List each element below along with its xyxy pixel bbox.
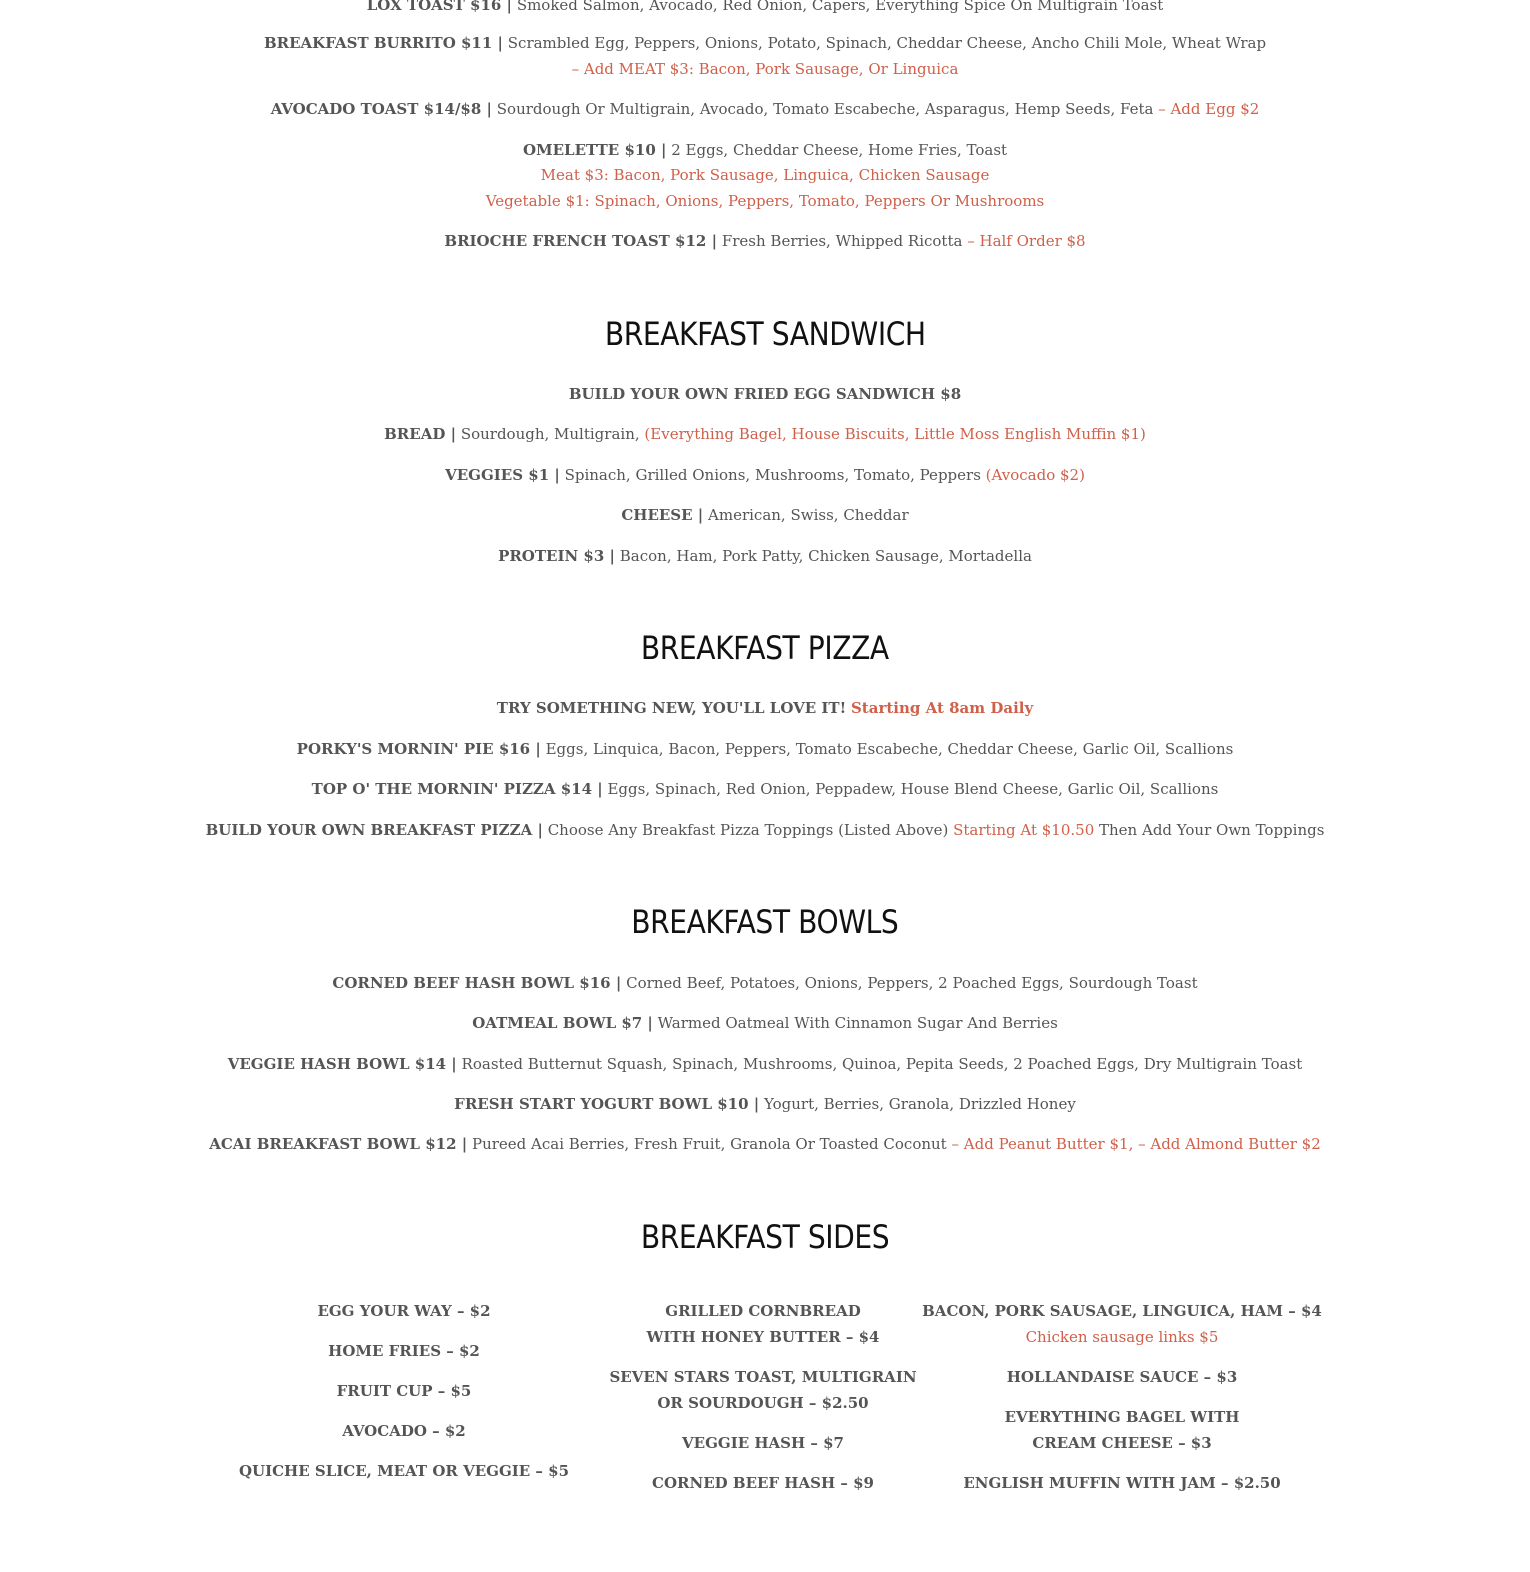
item-description: Choose Any Breakfast Pizza Toppings (Listed Above) xyxy=(547,821,949,839)
item-addon: – Add Egg $2 xyxy=(1158,100,1260,118)
sandwich-intro: BUILD YOUR OWN FRIED EGG SANDWICH $8 xyxy=(568,385,962,403)
item-description: Warmed Oatmeal With Cinnamon Sugar And Berries xyxy=(657,1014,1058,1032)
menu-item-breakfast-burrito xyxy=(0,30,1530,56)
menu-item-veggie-hash-bowl xyxy=(0,1051,1530,1077)
item-description: Corned Beef, Potatoes, Onions, Peppers, 2 Poached Eggs, Sourdough Toast xyxy=(626,974,1198,992)
menu-item-build-your-own-pizza xyxy=(0,817,1530,843)
side-item: VEGGIE HASH – $7 xyxy=(682,1434,844,1452)
sandwich-bread xyxy=(0,421,1530,447)
item-addon: – Add Peanut Butter $1, – Add Almond Butter $2 xyxy=(951,1135,1321,1153)
side-item: FRUIT CUP – $5 xyxy=(336,1382,472,1400)
menu-item-corned-beef-hash-bowl xyxy=(0,970,1530,996)
item-description: Sourdough Or Multigrain, Avocado, Tomato Escabeche, Asparagus, Hemp Seeds, Feta xyxy=(496,100,1154,118)
item-description: Eggs, Linquica, Bacon, Peppers, Tomato Escabeche, Cheddar Cheese, Garlic Oil, Scallions xyxy=(545,740,1234,758)
item-description: Pureed Acai Berries, Fresh Fruit, Granola Or Toasted Coconut xyxy=(471,1135,947,1153)
item-name: TOP O' THE MORNIN' PIZZA $14 | xyxy=(311,780,603,798)
item-description: Scrambled Egg, Peppers, Onions, Potato, Spinach, Cheddar Cheese, Ancho Chili Mole, Wheat Wrap xyxy=(507,34,1267,52)
menu-item-fresh-start-yogurt-bowl xyxy=(0,1091,1530,1117)
side-item: SEVEN STARS TOAST, MULTIGRAIN OR SOURDOUGH – $2.50 xyxy=(609,1368,917,1412)
item-name: VEGGIE HASH BOWL $14 | xyxy=(227,1055,457,1073)
side-item: AVOCADO – $2 xyxy=(342,1422,466,1440)
item-addon-vegetable: Vegetable $1: Spinach, Onions, Peppers, Tomato, Peppers Or Mushrooms xyxy=(485,192,1045,210)
item-description-2: Then Add Your Own Toppings xyxy=(1099,821,1325,839)
item-addon: – Half Order $8 xyxy=(967,232,1086,250)
item-name: CHEESE | xyxy=(621,506,704,524)
section-heading-sandwich: BREAKFAST SANDWICH xyxy=(604,315,926,353)
side-item: HOLLANDAISE SAUCE – $3 xyxy=(1006,1368,1238,1386)
item-description: Bacon, Ham, Pork Patty, Chicken Sausage, Mortadella xyxy=(619,547,1032,565)
item-name: FRESH START YOGURT BOWL $10 | xyxy=(454,1095,760,1113)
section-heading-bowls: BREAKFAST BOWLS xyxy=(631,903,899,941)
item-description: Spinach, Grilled Onions, Mushrooms, Tomato, Peppers xyxy=(564,466,981,484)
item-name: BREAKFAST BURRITO $11 | xyxy=(263,34,503,52)
item-addon: (Avocado $2) xyxy=(985,466,1085,484)
side-item: HOME FRIES – $2 xyxy=(328,1342,480,1360)
menu-item-top-o-the-mornin-pizza xyxy=(0,776,1530,802)
side-item: EVERYTHING BAGEL WITH CREAM CHEESE – $3 xyxy=(1004,1408,1240,1452)
item-name: BUILD YOUR OWN BREAKFAST PIZZA | xyxy=(205,821,543,839)
item-name: BREAD | xyxy=(384,425,457,443)
section-heading-pizza: BREAKFAST PIZZA xyxy=(641,629,889,667)
side-item: GRILLED CORNBREAD WITH HONEY BUTTER – $4 xyxy=(646,1302,880,1346)
menu-item-porkys-mornin-pie xyxy=(0,736,1530,762)
side-item: CORNED BEEF HASH – $9 xyxy=(652,1474,874,1492)
menu-item-brioche-french-toast xyxy=(0,228,1530,254)
side-item-addon: Chicken sausage links $5 xyxy=(1025,1328,1219,1346)
item-name: AVOCADO TOAST $14/$8 | xyxy=(270,100,492,118)
side-item: BACON, PORK SAUSAGE, LINGUICA, HAM – $4 Chicken sausage links $5 xyxy=(922,1298,1322,1350)
item-description: American, Swiss, Cheddar xyxy=(708,506,909,524)
item-name: OMELETTE $10 | xyxy=(522,141,667,159)
item-description: Eggs, Spinach, Red Onion, Peppadew, House Blend Cheese, Garlic Oil, Scallions xyxy=(607,780,1219,798)
item-description: Yogurt, Berries, Granola, Drizzled Honey xyxy=(764,1095,1076,1113)
side-item: QUICHE SLICE, MEAT OR VEGGIE – $5 xyxy=(238,1462,570,1480)
item-price: Starting At $10.50 xyxy=(953,821,1095,839)
menu-item-avocado-toast xyxy=(0,96,1530,122)
sandwich-cheese xyxy=(0,502,1530,528)
sides-column-3 xyxy=(922,1298,1322,1510)
item-name: PORKY'S MORNIN' PIE $16 | xyxy=(296,740,541,758)
section-heading-sides: BREAKFAST SIDES xyxy=(640,1218,890,1256)
item-description: 2 Eggs, Cheddar Cheese, Home Fries, Toast xyxy=(671,141,1008,159)
item-description: Smoked Salmon, Avocado, Red Onion, Capers, Everything Spice On Multigrain Toast xyxy=(516,0,1164,14)
menu-item-lox-toast xyxy=(0,0,1530,18)
item-name: OATMEAL BOWL $7 | xyxy=(472,1014,653,1032)
menu-item-oatmeal-bowl xyxy=(0,1010,1530,1036)
sides-column-2 xyxy=(583,1298,943,1510)
item-name: PROTEIN $3 | xyxy=(498,547,615,565)
item-name: ACAI BREAKFAST BOWL $12 | xyxy=(209,1135,468,1153)
item-name: VEGGIES $1 | xyxy=(445,466,560,484)
menu-item-omelette xyxy=(0,137,1530,163)
item-description: Sourdough, Multigrain, xyxy=(460,425,640,443)
item-name: CORNED BEEF HASH BOWL $16 | xyxy=(332,974,622,992)
item-name: LOX TOAST $16 | xyxy=(366,0,513,14)
pizza-intro: TRY SOMETHING NEW, YOU'LL LOVE IT! Starting At 8am Daily xyxy=(496,699,1034,717)
item-description: Roasted Butternut Squash, Spinach, Mushrooms, Quinoa, Pepita Seeds, 2 Poached Eggs, Dry Multigrain Toast xyxy=(461,1055,1303,1073)
side-item: EGG YOUR WAY – $2 xyxy=(317,1302,491,1320)
item-description: Fresh Berries, Whipped Ricotta xyxy=(721,232,963,250)
sandwich-veggies xyxy=(0,462,1530,488)
menu-item-acai-breakfast-bowl xyxy=(0,1131,1530,1157)
sides-column-1 xyxy=(224,1298,584,1498)
item-addon-meat: Meat $3: Bacon, Pork Sausage, Linguica, Chicken Sausage xyxy=(540,166,990,184)
item-addon: – Add MEAT $3: Bacon, Pork Sausage, Or Linguica xyxy=(571,60,959,78)
item-name: BRIOCHE FRENCH TOAST $12 | xyxy=(444,232,718,250)
item-addon: (Everything Bagel, House Biscuits, Little Moss English Muffin $1) xyxy=(644,425,1146,443)
side-item: ENGLISH MUFFIN WITH JAM – $2.50 xyxy=(963,1474,1281,1492)
pizza-availability: Starting At 8am Daily xyxy=(850,699,1034,717)
sandwich-protein xyxy=(0,543,1530,569)
